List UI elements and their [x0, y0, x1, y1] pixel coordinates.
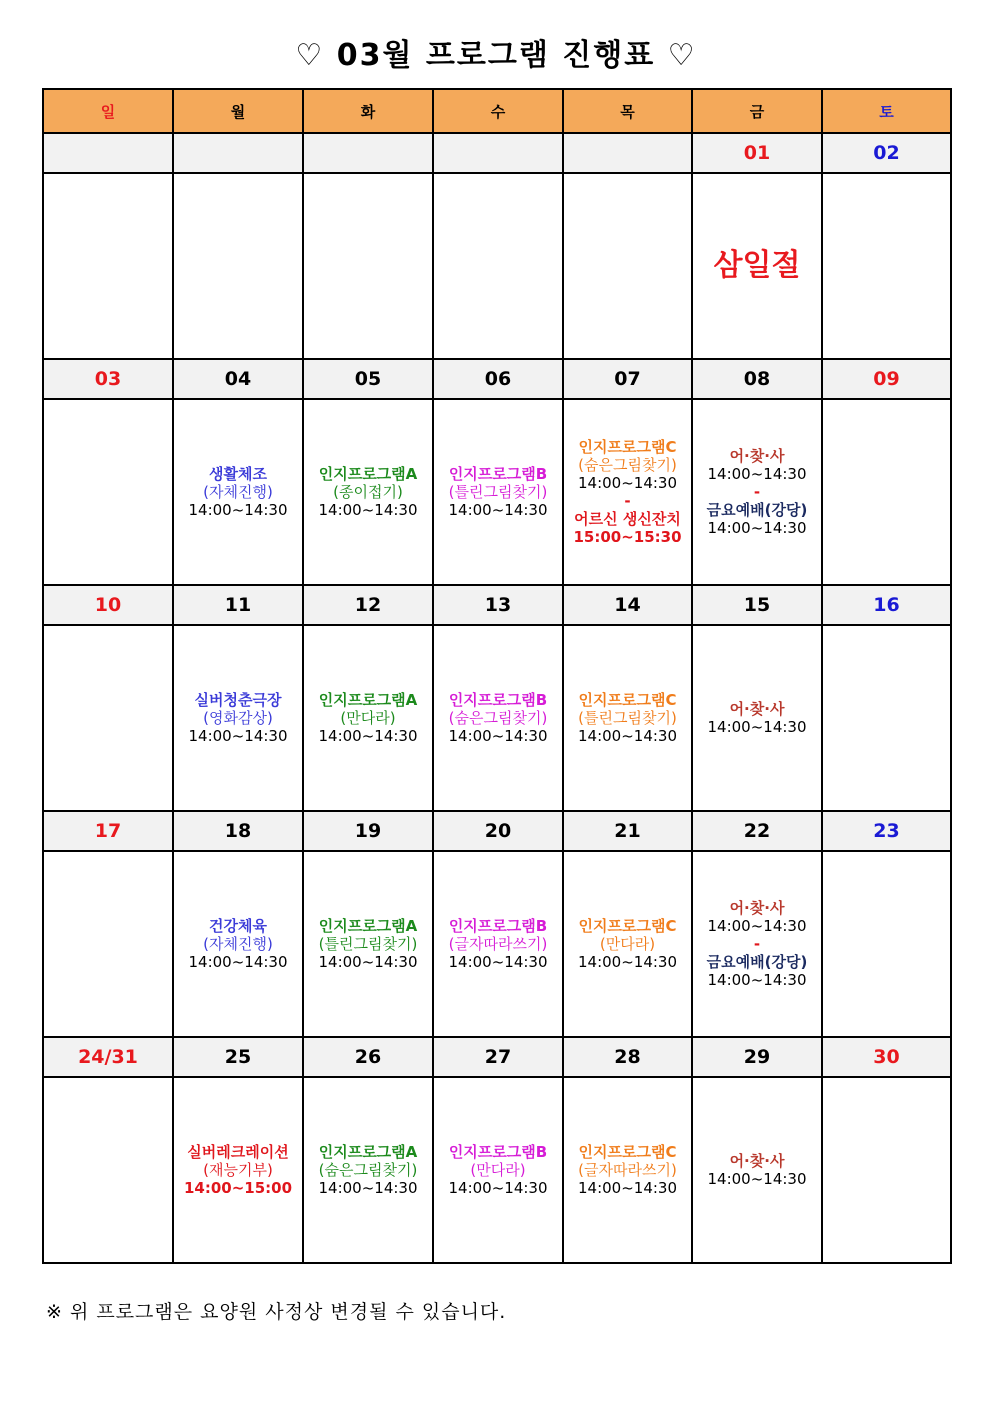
date-cell: 19: [303, 811, 433, 851]
date-cell: 22: [692, 811, 822, 851]
program-cell: [303, 399, 433, 585]
program-cell: [563, 1077, 692, 1263]
weekday-fri: 금: [692, 89, 822, 133]
page-title: ♡ 03월 프로그램 진행표 ♡: [295, 38, 697, 73]
program-cell: [692, 399, 822, 585]
program-name-2: 금요예배(강당): [706, 953, 808, 971]
program-detail: (재능기부): [203, 1161, 273, 1179]
footnote: ※ 위 프로그램은 요양원 사정상 변경될 수 있습니다.: [46, 1301, 507, 1323]
program-cell: [173, 1077, 303, 1263]
date-cell: 27: [433, 1037, 563, 1077]
program-name: 인지프로그램C: [578, 438, 677, 456]
date-cell: [173, 133, 303, 173]
program-name-2: 금요예배(강당): [706, 501, 808, 519]
program-time: 14:00~14:30: [707, 917, 807, 935]
program-cell-empty: [822, 625, 951, 811]
date-cell: [303, 133, 433, 173]
program-time: 14:00~14:30: [318, 501, 418, 519]
program-time: 14:00~14:30: [577, 1179, 678, 1197]
weekday-sat: 토: [822, 89, 951, 133]
program-time: 14:00~14:30: [448, 727, 548, 745]
program-time: 14:00~14:30: [318, 953, 418, 971]
program-cell-empty: [173, 173, 303, 359]
date-cell: 08: [692, 359, 822, 399]
program-detail: (글자따라쓰기): [578, 1161, 677, 1179]
program-cell-empty: [433, 173, 563, 359]
program-name: 어·찾·사: [729, 447, 785, 465]
program-name: 어·찾·사: [729, 1152, 785, 1170]
program-cell: [563, 399, 692, 585]
program-cell-empty: [43, 625, 173, 811]
separator: -: [624, 492, 631, 510]
date-cell: [433, 133, 563, 173]
weekday-sun: 일: [43, 89, 173, 133]
program-detail: (틀린그림찾기): [448, 483, 548, 501]
program-time: 14:00~14:30: [448, 501, 548, 519]
program-cell: [303, 625, 433, 811]
date-cell: 23: [822, 811, 951, 851]
date-cell: 10: [43, 585, 173, 625]
program-cell-empty: [43, 1077, 173, 1263]
program-detail: (숨은그림찾기): [578, 456, 677, 474]
program-time: 14:00~15:00: [183, 1179, 293, 1197]
date-cell: 26: [303, 1037, 433, 1077]
program-cell-empty: [563, 173, 692, 359]
date-cell: 09: [822, 359, 951, 399]
date-cell: 20: [433, 811, 563, 851]
program-name: 실버청춘극장: [194, 691, 282, 709]
separator: -: [753, 935, 761, 953]
program-time-2: 14:00~14:30: [707, 971, 807, 989]
program-cell: [433, 399, 563, 585]
program-time: 14:00~14:30: [188, 727, 288, 745]
program-cell: [692, 851, 822, 1037]
program-cell-empty: [822, 1077, 951, 1263]
date-cell: 14: [563, 585, 692, 625]
program-name: 인지프로그램C: [578, 691, 677, 709]
program-cell: [563, 851, 692, 1037]
program-time: 14:00~14:30: [707, 465, 807, 483]
date-cell: 07: [563, 359, 692, 399]
program-time: 14:00~14:30: [318, 1179, 418, 1197]
separator: -: [753, 483, 761, 501]
date-row: [43, 811, 951, 851]
program-cell-empty: [822, 851, 951, 1037]
date-cell: 05: [303, 359, 433, 399]
program-cell: [173, 625, 303, 811]
program-calendar: [42, 88, 952, 1264]
program-cell: [433, 625, 563, 811]
program-name: 어·찾·사: [729, 899, 785, 917]
program-detail: (숨은그림찾기): [448, 709, 548, 727]
program-detail: (만다라): [599, 935, 656, 953]
program-time: 14:00~14:30: [318, 727, 418, 745]
program-name: 인지프로그램A: [318, 691, 418, 709]
program-row: [43, 173, 951, 359]
program-name: 인지프로그램B: [448, 917, 548, 935]
program-time: 14:00~14:30: [577, 474, 678, 492]
program-name: 인지프로그램B: [448, 465, 548, 483]
date-cell: 03: [43, 359, 173, 399]
program-detail: (자체진행): [203, 483, 273, 501]
program-cell: [433, 1077, 563, 1263]
date-cell: 15: [692, 585, 822, 625]
date-cell: 25: [173, 1037, 303, 1077]
date-row: [43, 359, 951, 399]
program-cell: [692, 625, 822, 811]
program-name: 실버레크레이션: [187, 1143, 289, 1161]
date-row: [43, 133, 951, 173]
date-cell: 18: [173, 811, 303, 851]
program-cell-empty: [822, 399, 951, 585]
program-time: 14:00~14:30: [577, 727, 678, 745]
date-row: [43, 585, 951, 625]
program-detail: (숨은그림찾기): [318, 1161, 418, 1179]
date-cell: 21: [563, 811, 692, 851]
program-cell: [173, 851, 303, 1037]
program-cell-empty: [43, 399, 173, 585]
program-detail: (틀린그림찾기): [318, 935, 418, 953]
program-cell-empty: [43, 851, 173, 1037]
date-cell: 06: [433, 359, 563, 399]
weekday-thu: 목: [563, 89, 692, 133]
date-cell: [563, 133, 692, 173]
program-cell: [173, 399, 303, 585]
holiday-label: 삼일절: [713, 248, 801, 283]
program-name: 인지프로그램A: [318, 917, 418, 935]
program-name: 인지프로그램B: [448, 691, 548, 709]
date-row: [43, 1037, 951, 1077]
date-cell: [43, 133, 173, 173]
program-cell: [303, 1077, 433, 1263]
program-time: 14:00~14:30: [188, 953, 288, 971]
program-time-2: 14:00~14:30: [707, 519, 807, 537]
program-time: 14:00~14:30: [188, 501, 288, 519]
program-name: 생활체조: [209, 465, 267, 483]
program-row: [43, 399, 951, 585]
program-cell-empty: [303, 173, 433, 359]
date-cell: 29: [692, 1037, 822, 1077]
program-name: 인지프로그램B: [448, 1143, 548, 1161]
program-row: [43, 625, 951, 811]
date-cell: 24/31: [43, 1037, 173, 1077]
date-cell: 01: [692, 133, 822, 173]
program-detail: (자체진행): [203, 935, 273, 953]
program-name-2: 어르신 생신잔치: [574, 510, 681, 528]
program-name: 건강체육: [209, 917, 267, 935]
date-cell: 12: [303, 585, 433, 625]
program-time: 14:00~14:30: [707, 718, 807, 736]
program-row: [43, 1077, 951, 1263]
program-detail: (틀린그림찾기): [578, 709, 677, 727]
program-detail: (영화감상): [203, 709, 273, 727]
program-name: 인지프로그램A: [318, 465, 418, 483]
program-detail: (종이접기): [333, 483, 403, 501]
program-detail: (만다라): [470, 1161, 526, 1179]
program-cell: [433, 851, 563, 1037]
program-name: 인지프로그램C: [578, 917, 677, 935]
program-cell-empty: [822, 173, 951, 359]
program-cell: [563, 625, 692, 811]
date-cell: 17: [43, 811, 173, 851]
program-cell: [303, 851, 433, 1037]
weekday-header-row: [43, 89, 951, 133]
date-cell: 13: [433, 585, 563, 625]
weekday-tue: 화: [303, 89, 433, 133]
program-detail: (만다라): [340, 709, 396, 727]
program-name: 인지프로그램C: [578, 1143, 677, 1161]
program-cell: [692, 1077, 822, 1263]
program-time-2: 15:00~15:30: [573, 528, 682, 546]
date-cell: 16: [822, 585, 951, 625]
date-cell: 04: [173, 359, 303, 399]
date-cell: 11: [173, 585, 303, 625]
program-cell-empty: [43, 173, 173, 359]
date-cell: 30: [822, 1037, 951, 1077]
program-time: 14:00~14:30: [577, 953, 678, 971]
program-name: 어·찾·사: [729, 700, 785, 718]
program-detail: (글자따라쓰기): [448, 935, 548, 953]
program-time: 14:00~14:30: [707, 1170, 807, 1188]
weekday-wed: 수: [433, 89, 563, 133]
program-name: 인지프로그램A: [318, 1143, 418, 1161]
program-time: 14:00~14:30: [448, 1179, 548, 1197]
weekday-mon: 월: [173, 89, 303, 133]
date-cell: 28: [563, 1037, 692, 1077]
date-cell: 02: [822, 133, 951, 173]
program-cell: [692, 173, 822, 359]
program-time: 14:00~14:30: [448, 953, 548, 971]
program-row: [43, 851, 951, 1037]
